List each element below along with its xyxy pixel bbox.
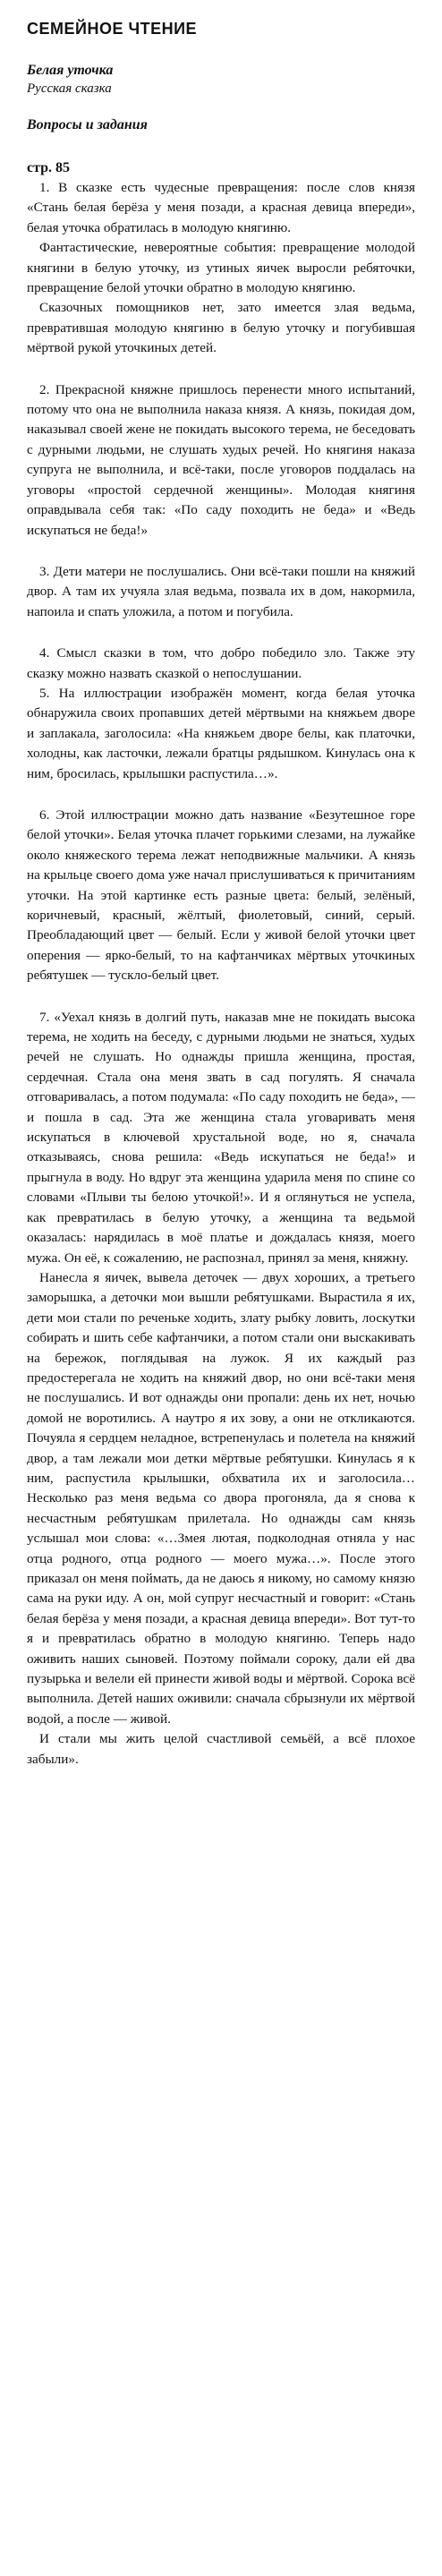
answer-1-helpers: Сказочных помощников нет, зато имеется злая ведьма, превратившая молодую княгиню в белую уточку и погубившая мёртвой рукой уточкиных детей. <box>27 300 415 356</box>
story-subtitle: Русская сказка <box>27 81 112 96</box>
answer-3-paragraph: 3. Дети матери не послушались. Они всё-таки пошли на княжий двор. А там их учуяла злая ведьма, позвала их в дом, накормила, напоила и спать уложила, а потом и погубила. <box>27 563 415 619</box>
section-title: СЕМЕЙНОЕ ЧТЕНИЕ <box>27 20 198 38</box>
answer-5-paragraph: 5. На иллюстрации изображён момент, когда белая уточка обнаружила своих пропавших детей мёртвыми на княжьем дворе и заплакала, заголосила: «На княжьем дворе белы, как платочки, холодны, как ласточки, лежали братцы рядышком. Кинулась она к ним, бросилась, крылышки распустила…». <box>27 685 415 781</box>
answer-7-paragraph: 7. «Уехал князь в долгий путь, наказав мне не покидать высока терема, не ходить на беседу, с дурными людьми не знаться, худых речей не слушать. Но однажды пришла женщина, простая, сердечная. Стала она меня звать в сад погулять. Я сначала отговаривалась, а потом подумала: «По саду походить не беда», — и пошла в сад. Эта же женщина стала уговаривать меня искупаться в ключевой хрустальной воде, но я, сначала отказываясь, снова решила: «Ведь искупаться не беда!» и прыгнула в воду. Но вдруг эта женщина ударила меня по спине со словами «Плыви ты белою уточкой!». И я оглянуться не успела, как превратилась в белую уточку, а женщина та ведьмой оказалась: нарядилась в моё платье и дождалась князя, моего мужа. Он её, к сожалению, не распознал, принял за меня, княжну. <box>27 1009 415 1266</box>
answer-1-paragraph: 1. В сказке есть чудесные превращения: после слов князя «Стань белая берёза у меня позади, а красная девица впереди», белая уточка обратилась в молодую княгиню. <box>27 180 415 235</box>
answer-7-ending: И стали мы жить целой счастливой семьёй, а всё плохое забыли». <box>27 1731 415 1767</box>
answer-2-paragraph: 2. Прекрасной княжне пришлось перенести много испытаний, потому что она не выполнила наказа князя. А князь, покидая дом, наказывал своей жене не покидать высокого терема, не беседовать с дурными людьми, не слушать худых речей. Но княгиня наказа супруга не выполнила, и всё-таки, после уговоров поддалась на уговоры «простой сердечной женщины». Молодая княгиня оправдывала себя так: «По саду походить не беда» и «Ведь искупаться не беда!» <box>27 381 415 538</box>
answer-1-fantastic-events: Фантастические, невероятные события: превращение молодой княгини в белую уточку, из утиных яичек выросли ребяточки, превращение белой уточки обратно в молодую княгиню. <box>27 240 415 296</box>
answer-6-paragraph: 6. Этой иллюстрации можно дать название «Безутешное горе белой уточки». Белая уточка плачет горькими слезами, на лужайке около княжеского терема лежат неподвижные мальчики. А князь на крыльце своего дома уже начал прислушиваться к причитаниям уточки. На этой картинке есть разные цвета: белый, зелёный, коричневый, красный, жёлтый, фиолетовый, синий, серый. Преобладающий цвет — белый. Если у живой белой уточки цвет оперения — ярко-белый, то на кафтанчиках мёртвых уточкиных ребятушек — тускло-белый цвет. <box>27 806 415 984</box>
page-reference: стр. 85 <box>27 160 71 175</box>
questions-heading: Вопросы и задания <box>27 117 148 132</box>
story-title: Белая уточка <box>27 63 114 78</box>
answer-4-paragraph: 4. Смысл сказки в том, что добро победило зло. Также эту сказку можно назвать сказкой о непослушании. <box>27 645 415 681</box>
answer-7-continuation: Нанесла я яичек, вывела деточек — двух хороших, а третьего заморышка, а деточки мои вышли ребятушками. Вырастила я их, дети мои стали по реченьке ходить, злату рыбку ловить, лоскутки собирать и шить себе кафтанчики, а потом стали они выскакивать на бережок, поглядывая на лужок. Я их каждый раз предостерегала не ходить на княжий двор, но они всё-таки меня не послушались. И вот однажды они пропали: день их нет, ночью домой не воротились. А наутро я их зову, а они не откликаются. Почуяла я сердцем неладное, встрепенулась и полетела на княжий двор, а там лежали мои детки мёртвые ребятушки. Кинулась я к ним, распустила крылышки, обхватила их и заголосила… Несколько раз меня ведьма со двора прогоняла, да я снова к несчастным ребятушкам прилетала. Но однажды сам князь услышал мои слова: «…Змея лютая, подколодная отняла у нас отца родного, отца родного — моего мужа…». После этого приказал он меня поймать, да не даюсь я никому, но самому князю сама на руки иду. А он, мой супруг несчастный и говорит: «Стань белая берёза у меня позади, а красная девица впереди». Вот тут-то я и превратилась обратно в молодую княгиню. Теперь надо оживить наших сыновей. Поэтому поймали сороку, дали ей два пузырька и велели ей принести живой воды и мёртвой. Сорока всё выполнила. Детей наших оживили: сначала сбрызнули их мёртвой водой, а после — живой. <box>27 1269 415 1727</box>
